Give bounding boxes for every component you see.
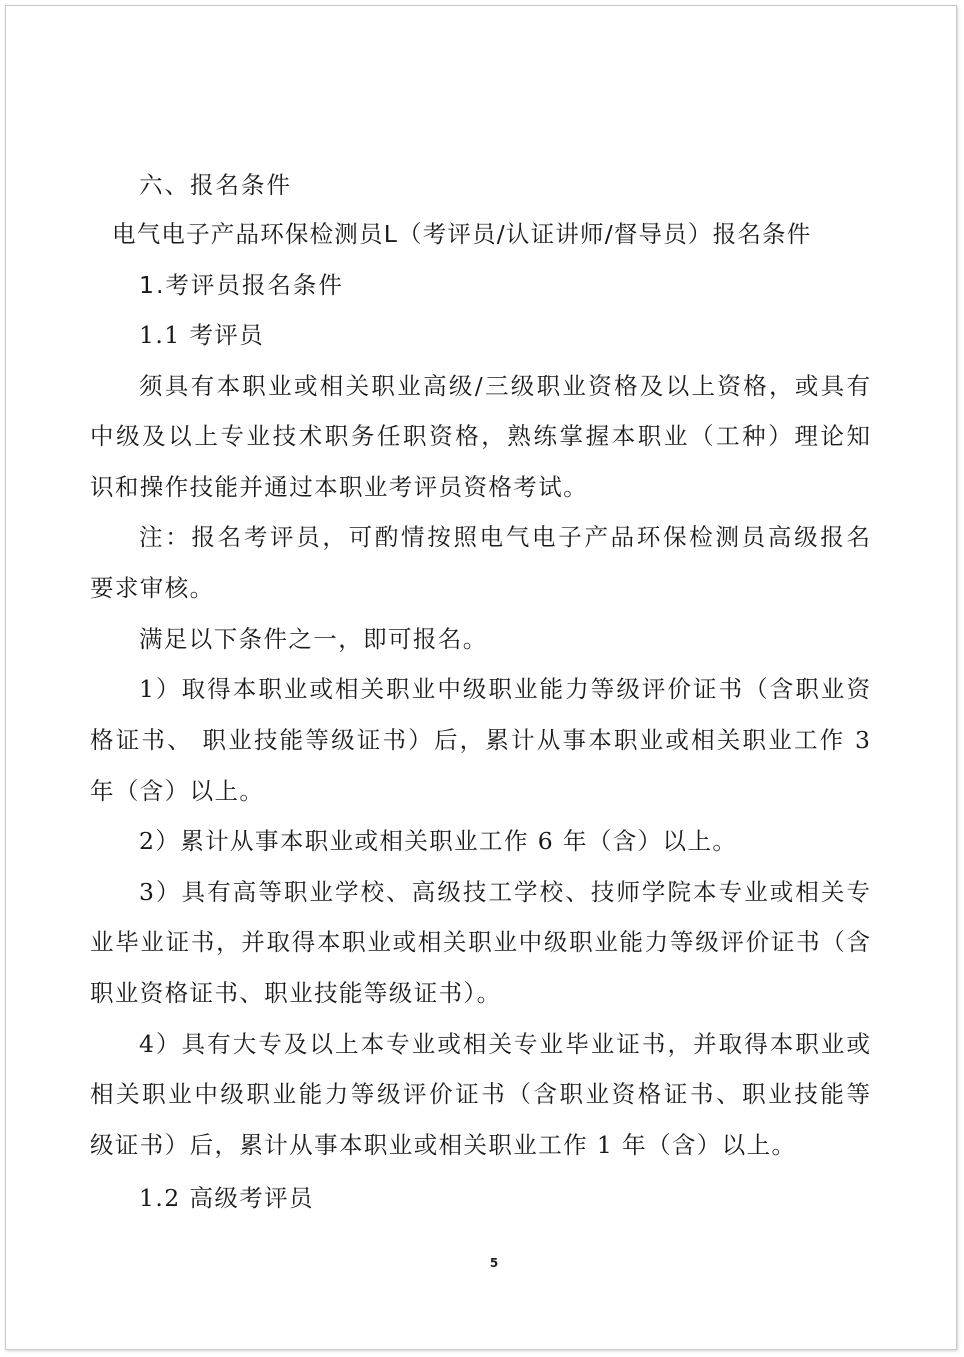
document-page	[5, 5, 957, 1350]
item-4-line-1: 4）具有大专及以上本专业或相关专业毕业证书，并取得本职业或	[139, 1030, 870, 1058]
item-3-line-3: 职业资格证书、职业技能等级证书）。	[90, 979, 502, 1007]
note-line-2: 要求审核。	[90, 574, 215, 602]
clause-1-2-title: 1.2 高级考评员	[139, 1184, 314, 1212]
item-3-line-1: 3）具有高等职业学校、高级技工学校、技师学院本专业或相关专	[139, 878, 870, 906]
clause-1-title: 1.考评员报名条件	[139, 271, 344, 299]
item-3-line-2: 业毕业证书，并取得本职业或相关职业中级职业能力等级评价证书（含	[90, 928, 870, 956]
note-line-1: 注：报名考评员，可酌情按照电气电子产品环保检测员高级报名	[139, 523, 870, 551]
para-1-line-3: 识和操作技能并通过本职业考评员资格考试。	[90, 473, 588, 501]
para-1-line-2: 中级及以上专业技术职务任职资格，熟练掌握本职业（工种）理论知	[90, 422, 870, 450]
item-1-line-3: 年（含）以上。	[90, 777, 265, 805]
item-1-line-2: 格证书、 职业技能等级证书）后，累计从事本职业或相关职业工作 3	[90, 726, 870, 754]
item-4-line-3: 级证书）后，累计从事本职业或相关职业工作 1 年（含）以上。	[90, 1131, 797, 1159]
clause-1-1-title: 1.1 考评员	[139, 321, 265, 349]
subtitle: 电气电子产品环保检测员L（考评员/认证讲师/督导员）报名条件	[112, 220, 812, 248]
item-4-line-2: 相关职业中级职业能力等级评价证书（含职业资格证书、职业技能等	[90, 1080, 870, 1108]
item-1-line-1: 1）取得本职业或相关职业中级职业能力等级评价证书（含职业资	[139, 675, 870, 703]
para-1-line-1: 须具有本职业或相关职业高级/三级职业资格及以上资格，或具有	[139, 372, 870, 400]
condition-intro: 满足以下条件之一，即可报名。	[139, 625, 488, 653]
page-number: 5	[489, 1256, 499, 1270]
section-heading: 六、报名条件	[139, 171, 292, 199]
item-2-line-1: 2）累计从事本职业或相关职业工作 6 年（含）以上。	[139, 827, 738, 855]
